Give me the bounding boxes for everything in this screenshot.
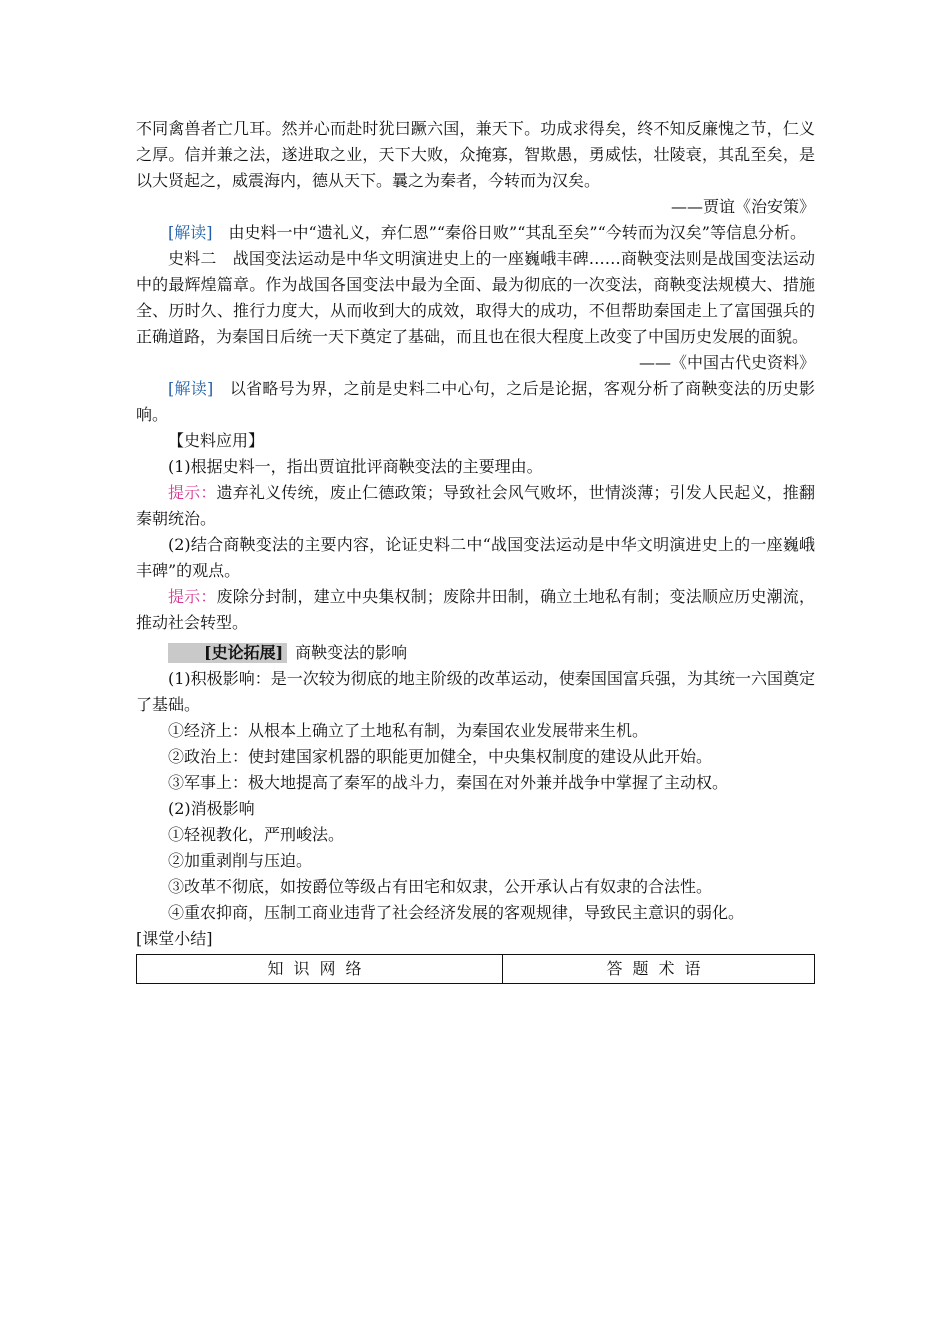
positive-item: ①经济上：从根本上确立了土地私有制，为秦国农业发展带来生机。 (168, 721, 649, 740)
table-header-knowledge-network: 知识网络 (137, 955, 503, 984)
source-citation-2: ——《中国古代史资料》 (638, 353, 815, 372)
negative-impact-heading: (2)消极影响 (168, 799, 255, 818)
answer-2 (136, 584, 815, 636)
application-heading: 【史料应用】 (168, 431, 265, 450)
positive-item: ②政治上：使封建国家机器的职能更加健全，中央集权制度的建设从此开始。 (168, 747, 713, 766)
question-2: (2)结合商鞅变法的主要内容，论证史料二中“战国变法运动是中华文明演进史上的一座巍峨丰碑”的观点。 (136, 535, 815, 580)
interpretation-label: [解读] (168, 223, 213, 242)
summary-label: [课堂小结] (136, 929, 213, 948)
expand-tag: [史论拓展] (168, 643, 287, 663)
negative-item: ④重农抑商，压制工商业违背了社会经济发展的客观规律，导致民主意识的弱化。 (168, 903, 745, 922)
material2-text: 战国变法运动是中华文明演进史上的一座巍峨丰碑……商鞅变法则是战国变法运动中的最辉煌篇章。作为战国各国变法中最为全面、最为彻底的一次变法，商鞅变法规模大、措施全、历时久、推行力度大，从而收到大的成效，取得大的成功，不但帮助秦国走上了富国强兵的正确道路，为秦国日后统一天下奠定了基础，而且也在很大程度上改变了中国历史发展的面貌。 (136, 249, 815, 346)
hint-label: 提示： (168, 587, 217, 606)
hint-text: 废除分封制，建立中央集权制；废除井田制，确立土地私有制；变法顺应历史潮流，推动社会转型。 (136, 587, 815, 632)
expand-heading (136, 640, 815, 666)
material1-text: 不同禽兽者亡几耳。然并心而赴时犹曰蹶六国，兼天下。功成求得矣，终不知反廉愧之节，仁义之厚。信并兼之法，遂进取之业，天下大败，众掩寡，智欺愚，勇威怯，壮陵衰，其乱至矣，是以大贤起之，威震海内，德从天下。曩之为秦者，今转而为汉矣。 (136, 119, 815, 190)
document-page (136, 116, 815, 984)
negative-item: ②加重剥削与压迫。 (168, 851, 313, 870)
positive-impact-heading: (1)积极影响：是一次较为彻底的地主阶级的改革运动，使秦国国富兵强，为其统一六国奠定了基础。 (136, 669, 815, 714)
negative-item: ③改革不彻底，如按爵位等级占有田宅和奴隶，公开承认占有奴隶的合法性。 (168, 877, 713, 896)
hint-label: 提示： (168, 483, 217, 502)
question-1: (1)根据史料一，指出贾谊批评商鞅变法的主要理由。 (168, 457, 543, 476)
interpretation-text: 由史料一中“遗礼义，弃仁恩”“秦俗日败”“其乱至矣”“今转而为汉矣”等信息分析。 (228, 223, 806, 242)
material2-paragraph (136, 246, 815, 350)
positive-item: ③军事上：极大地提高了秦军的战斗力，秦国在对外兼并战争中掌握了主动权。 (168, 773, 729, 792)
answer-1 (136, 480, 815, 532)
negative-item: ①轻视教化，严刑峻法。 (168, 825, 345, 844)
interpretation-2 (136, 376, 815, 428)
summary-table (136, 954, 815, 984)
hint-text: 遗弃礼义传统，废止仁德政策；导致社会风气败坏，世情淡薄；引发人民起义，推翻秦朝统治。 (136, 483, 815, 528)
material2-label: 史料二 (168, 249, 217, 268)
interpretation-label: [解读] (168, 379, 214, 398)
interpretation-text: 以省略号为界，之前是史料二中心句，之后是论据，客观分析了商鞅变法的历史影响。 (136, 379, 815, 424)
source-citation-1: ——贾谊《治安策》 (670, 197, 815, 216)
interpretation-1 (136, 220, 815, 246)
table-header-answer-terms: 答题术语 (503, 955, 815, 984)
expand-title: 商鞅变法的影响 (295, 643, 408, 662)
